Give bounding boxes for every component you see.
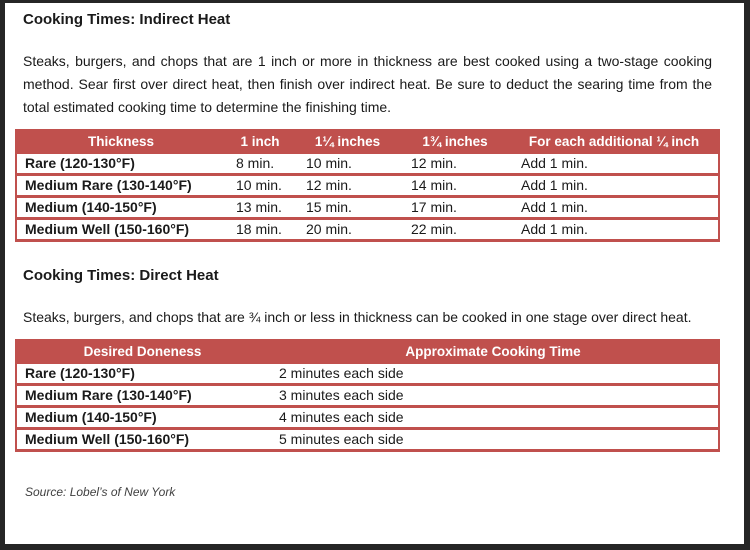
direct-heat-paragraph: Steaks, burgers, and chops that are ¾ inch or less in thickness can be cooked in one stage over direct heat. [23,309,692,325]
table-header-row [17,132,718,151]
time-cell: 12 min. [400,154,510,173]
time-cell: 22 min. [400,220,510,239]
column-header: 1 inch [240,134,280,149]
table-row [17,408,718,427]
doneness-cell: Rare (120-130°F) [17,154,225,173]
time-cell: 12 min. [295,176,400,195]
table-row [17,176,718,195]
doneness-cell: Medium Well (150-160°F) [17,430,268,449]
time-cell: 18 min. [225,220,295,239]
time-cell: 13 min. [225,198,295,217]
doneness-cell: Medium Well (150-160°F) [17,220,225,239]
time-cell: 3 minutes each side [268,386,718,405]
time-cell: Add 1 min. [510,220,718,239]
page-content [5,3,744,499]
column-header: 1¾ inches [422,134,488,149]
time-cell: 15 min. [295,198,400,217]
table-row [17,198,718,217]
table-row [17,386,718,405]
time-cell: 4 minutes each side [268,408,718,427]
table-header-row [17,342,718,361]
time-cell: 10 min. [225,176,295,195]
time-cell: Add 1 min. [510,198,718,217]
doneness-cell: Medium Rare (130-140°F) [17,386,268,405]
column-header: Thickness [87,134,155,149]
time-cell: 14 min. [400,176,510,195]
doneness-cell: Medium Rare (130-140°F) [17,176,225,195]
time-cell: 2 minutes each side [268,364,718,383]
table-row [17,220,718,239]
doneness-cell: Medium (140-150°F) [17,198,225,217]
table-row [17,154,718,173]
indirect-heat-table [15,129,720,242]
time-cell: 10 min. [295,154,400,173]
time-cell: 17 min. [400,198,510,217]
doneness-cell: Medium (140-150°F) [17,408,268,427]
time-cell: 5 minutes each side [268,430,718,449]
table-row [17,364,718,383]
direct-heat-table [15,339,720,452]
time-cell: 20 min. [295,220,400,239]
indirect-heat-paragraph: Steaks, burgers, and chops that are 1 inch or more in thickness are best cooked using a two-stage cooking method. Sear first over direct heat, then finish over indirect heat. Be sure to deduct the searing time from the total estimated cooking time to determine the finishing time. [23,53,712,115]
time-cell: 8 min. [225,154,295,173]
column-header: 1¼ inches [314,134,381,149]
time-cell: Add 1 min. [510,154,718,173]
column-header: Approximate Cooking Time [405,344,581,359]
table-row [17,430,718,449]
time-cell: Add 1 min. [510,176,718,195]
column-header: For each additional ¼ inch [528,134,700,149]
source-attribution: Source: Lobel’s of New York [25,485,176,499]
doneness-cell: Rare (120-130°F) [17,364,268,383]
column-header: Desired Doneness [83,344,202,359]
indirect-heat-title: Cooking Times: Indirect Heat [23,11,231,28]
direct-heat-title: Cooking Times: Direct Heat [23,267,219,284]
